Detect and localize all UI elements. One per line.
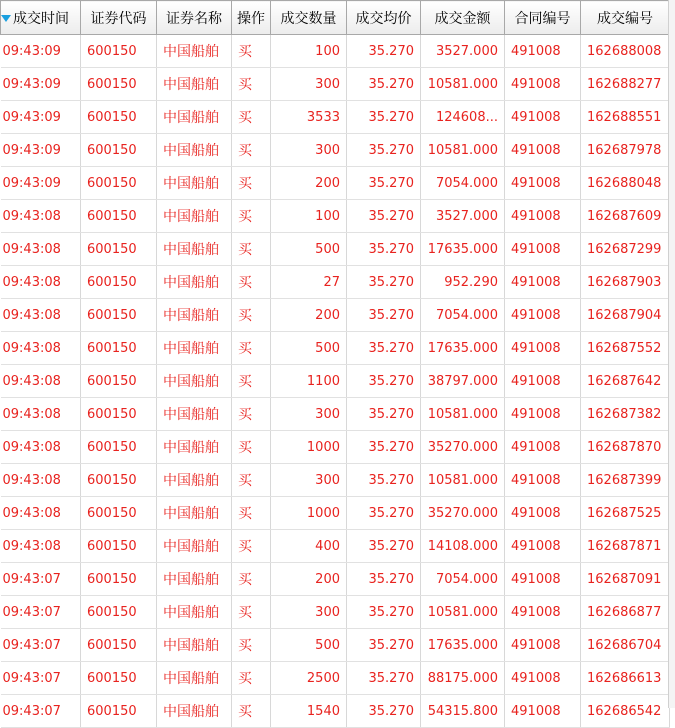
cell-avg-price: 35.270 [347,497,421,530]
cell-quantity: 200 [271,167,347,200]
cell-contract-no: 491008 [505,101,581,134]
cell-deal-no: 162687091 [581,563,670,596]
cell-deal-no: 162688048 [581,167,670,200]
cell-security-name: 中国船舶 [157,68,232,101]
cell-deal-no: 162687609 [581,200,670,233]
cell-security-code: 600150 [81,200,157,233]
cell-deal-no: 162688277 [581,68,670,101]
cell-operation: 买 [232,629,271,662]
table-row[interactable] [1,629,670,662]
cell-security-code: 600150 [81,563,157,596]
table-row[interactable] [1,662,670,695]
cell-contract-no: 491008 [505,200,581,233]
cell-trade-time: 09:43:07 [1,563,81,596]
cell-avg-price: 35.270 [347,68,421,101]
cell-contract-no: 491008 [505,299,581,332]
cell-operation: 买 [232,563,271,596]
cell-trade-time: 09:43:09 [1,101,81,134]
cell-security-name: 中国船舶 [157,530,232,563]
cell-operation: 买 [232,596,271,629]
cell-security-name: 中国船舶 [157,365,232,398]
table-row[interactable] [1,596,670,629]
cell-security-name: 中国船舶 [157,596,232,629]
cell-operation: 买 [232,299,271,332]
cell-security-name: 中国船舶 [157,35,232,68]
table-row[interactable] [1,398,670,431]
table-row[interactable] [1,266,670,299]
cell-quantity: 3533 [271,101,347,134]
cell-security-name: 中国船舶 [157,134,232,167]
cell-quantity: 300 [271,596,347,629]
cell-amount: 14108.000 [421,530,505,563]
cell-deal-no: 162686542 [581,695,670,728]
table-row[interactable] [1,200,670,233]
cell-quantity: 1100 [271,365,347,398]
cell-amount: 10581.000 [421,134,505,167]
cell-security-name: 中国船舶 [157,431,232,464]
cell-security-name: 中国船舶 [157,662,232,695]
cell-trade-time: 09:43:09 [1,134,81,167]
cell-contract-no: 491008 [505,398,581,431]
cell-operation: 买 [232,101,271,134]
cell-security-name: 中国船舶 [157,332,232,365]
cell-deal-no: 162687978 [581,134,670,167]
cell-quantity: 200 [271,563,347,596]
cell-quantity: 500 [271,233,347,266]
table-row[interactable] [1,167,670,200]
table-row[interactable] [1,464,670,497]
cell-quantity: 500 [271,629,347,662]
cell-contract-no: 491008 [505,365,581,398]
cell-operation: 买 [232,365,271,398]
cell-operation: 买 [232,530,271,563]
cell-quantity: 400 [271,530,347,563]
cell-contract-no: 491008 [505,530,581,563]
cell-quantity: 300 [271,134,347,167]
cell-security-code: 600150 [81,365,157,398]
cell-contract-no: 491008 [505,497,581,530]
cell-avg-price: 35.270 [347,200,421,233]
table-row[interactable] [1,497,670,530]
cell-security-name: 中国船舶 [157,101,232,134]
cell-security-name: 中国船舶 [157,563,232,596]
table-row[interactable] [1,530,670,563]
cell-contract-no: 491008 [505,233,581,266]
cell-avg-price: 35.270 [347,431,421,464]
column-header-security-name[interactable]: 证券名称 [157,1,232,35]
cell-avg-price: 35.270 [347,530,421,563]
cell-deal-no: 162686704 [581,629,670,662]
table-row[interactable] [1,365,670,398]
cell-amount: 10581.000 [421,464,505,497]
cell-quantity: 500 [271,332,347,365]
cell-avg-price: 35.270 [347,101,421,134]
cell-amount: 38797.000 [421,365,505,398]
cell-security-code: 600150 [81,332,157,365]
cell-trade-time: 09:43:07 [1,695,81,728]
cell-trade-time: 09:43:08 [1,233,81,266]
cell-deal-no: 162687871 [581,530,670,563]
cell-security-code: 600150 [81,35,157,68]
cell-quantity: 100 [271,35,347,68]
cell-security-name: 中国船舶 [157,266,232,299]
table-row[interactable] [1,35,670,68]
cell-security-code: 600150 [81,662,157,695]
cell-deal-no: 162687525 [581,497,670,530]
cell-security-code: 600150 [81,266,157,299]
cell-amount: 952.290 [421,266,505,299]
cell-security-code: 600150 [81,497,157,530]
cell-operation: 买 [232,167,271,200]
cell-quantity: 300 [271,464,347,497]
cell-deal-no: 162688551 [581,101,670,134]
cell-security-name: 中国船舶 [157,299,232,332]
cell-operation: 买 [232,68,271,101]
cell-avg-price: 35.270 [347,563,421,596]
table-row[interactable] [1,134,670,167]
cell-avg-price: 35.270 [347,266,421,299]
cell-avg-price: 35.270 [347,233,421,266]
cell-quantity: 300 [271,68,347,101]
cell-operation: 买 [232,464,271,497]
table-row[interactable] [1,431,670,464]
cell-avg-price: 35.270 [347,629,421,662]
table-row[interactable] [1,695,670,728]
cell-amount: 10581.000 [421,68,505,101]
cell-amount: 10581.000 [421,398,505,431]
cell-security-code: 600150 [81,629,157,662]
cell-security-name: 中国船舶 [157,629,232,662]
cell-operation: 买 [232,431,271,464]
column-header-avg-price[interactable]: 成交均价 [347,1,421,35]
table-row[interactable] [1,68,670,101]
cell-deal-no: 162687870 [581,431,670,464]
cell-trade-time: 09:43:07 [1,629,81,662]
cell-security-name: 中国船舶 [157,233,232,266]
cell-deal-no: 162687552 [581,332,670,365]
cell-contract-no: 491008 [505,134,581,167]
column-header-amount[interactable]: 成交金额 [421,1,505,35]
cell-operation: 买 [232,200,271,233]
cell-avg-price: 35.270 [347,662,421,695]
cell-deal-no: 162687299 [581,233,670,266]
cell-quantity: 100 [271,200,347,233]
cell-operation: 买 [232,35,271,68]
cell-security-code: 600150 [81,398,157,431]
column-header-trade-time[interactable]: 成交时间 [1,1,81,35]
cell-amount: 3527.000 [421,35,505,68]
cell-security-name: 中国船舶 [157,464,232,497]
cell-security-code: 600150 [81,101,157,134]
cell-trade-time: 09:43:09 [1,35,81,68]
cell-amount: 35270.000 [421,431,505,464]
cell-trade-time: 09:43:08 [1,464,81,497]
cell-amount: 124608... [421,101,505,134]
cell-security-code: 600150 [81,464,157,497]
cell-operation: 买 [232,398,271,431]
cell-trade-time: 09:43:07 [1,596,81,629]
cell-operation: 买 [232,662,271,695]
cell-amount: 3527.000 [421,200,505,233]
cell-amount: 7054.000 [421,563,505,596]
cell-security-name: 中国船舶 [157,200,232,233]
cell-trade-time: 09:43:08 [1,200,81,233]
table-row[interactable] [1,563,670,596]
column-header-operation[interactable]: 操作 [232,1,271,35]
cell-amount: 17635.000 [421,629,505,662]
cell-security-name: 中国船舶 [157,695,232,728]
cell-security-code: 600150 [81,68,157,101]
cell-avg-price: 35.270 [347,134,421,167]
cell-trade-time: 09:43:08 [1,365,81,398]
column-header-contract-no[interactable]: 合同编号 [505,1,581,35]
cell-trade-time: 09:43:08 [1,530,81,563]
cell-contract-no: 491008 [505,563,581,596]
cell-deal-no: 162686877 [581,596,670,629]
cell-amount: 7054.000 [421,167,505,200]
cell-avg-price: 35.270 [347,35,421,68]
cell-trade-time: 09:43:08 [1,398,81,431]
cell-security-code: 600150 [81,530,157,563]
cell-amount: 10581.000 [421,596,505,629]
cell-security-code: 600150 [81,134,157,167]
cell-quantity: 1000 [271,497,347,530]
cell-trade-time: 09:43:09 [1,167,81,200]
cell-security-name: 中国船舶 [157,497,232,530]
cell-avg-price: 35.270 [347,596,421,629]
cell-quantity: 1540 [271,695,347,728]
table-row[interactable] [1,101,670,134]
cell-deal-no: 162688008 [581,35,670,68]
cell-avg-price: 35.270 [347,398,421,431]
cell-security-name: 中国船舶 [157,167,232,200]
cell-avg-price: 35.270 [347,365,421,398]
cell-quantity: 200 [271,299,347,332]
cell-contract-no: 491008 [505,662,581,695]
cell-quantity: 2500 [271,662,347,695]
cell-avg-price: 35.270 [347,332,421,365]
cell-contract-no: 491008 [505,431,581,464]
cell-trade-time: 09:43:07 [1,662,81,695]
table-row[interactable] [1,233,670,266]
cell-amount: 7054.000 [421,299,505,332]
cell-contract-no: 491008 [505,596,581,629]
cell-contract-no: 491008 [505,266,581,299]
cell-security-code: 600150 [81,233,157,266]
cell-security-code: 600150 [81,167,157,200]
column-header-quantity[interactable]: 成交数量 [271,1,347,35]
cell-security-code: 600150 [81,431,157,464]
cell-avg-price: 35.270 [347,464,421,497]
column-header-deal-no[interactable]: 成交编号 [581,1,670,35]
header-row [1,1,670,35]
cell-deal-no: 162687382 [581,398,670,431]
cell-trade-time: 09:43:08 [1,266,81,299]
cell-trade-time: 09:43:08 [1,299,81,332]
cell-contract-no: 491008 [505,695,581,728]
column-header-security-code[interactable]: 证券代码 [81,1,157,35]
table-row[interactable] [1,299,670,332]
cell-quantity: 27 [271,266,347,299]
cell-trade-time: 09:43:08 [1,497,81,530]
cell-amount: 17635.000 [421,332,505,365]
cell-operation: 买 [232,332,271,365]
cell-operation: 买 [232,134,271,167]
cell-deal-no: 162687904 [581,299,670,332]
vertical-scrollbar-edge[interactable] [668,0,675,708]
cell-security-name: 中国船舶 [157,398,232,431]
table-row[interactable] [1,332,670,365]
cell-trade-time: 09:43:08 [1,332,81,365]
cell-amount: 35270.000 [421,497,505,530]
cell-contract-no: 491008 [505,629,581,662]
cell-contract-no: 491008 [505,68,581,101]
cell-contract-no: 491008 [505,332,581,365]
cell-avg-price: 35.270 [347,695,421,728]
cell-operation: 买 [232,233,271,266]
cell-trade-time: 09:43:09 [1,68,81,101]
cell-security-code: 600150 [81,596,157,629]
cell-avg-price: 35.270 [347,299,421,332]
cell-deal-no: 162687642 [581,365,670,398]
cell-contract-no: 491008 [505,464,581,497]
cell-contract-no: 491008 [505,167,581,200]
cell-trade-time: 09:43:08 [1,431,81,464]
sort-descending-icon [1,15,11,22]
cell-deal-no: 162687399 [581,464,670,497]
cell-quantity: 300 [271,398,347,431]
cell-amount: 54315.800 [421,695,505,728]
cell-avg-price: 35.270 [347,167,421,200]
cell-deal-no: 162687903 [581,266,670,299]
cell-operation: 买 [232,497,271,530]
cell-amount: 17635.000 [421,233,505,266]
cell-operation: 买 [232,266,271,299]
cell-security-code: 600150 [81,299,157,332]
cell-deal-no: 162686613 [581,662,670,695]
cell-amount: 88175.000 [421,662,505,695]
cell-quantity: 1000 [271,431,347,464]
cell-contract-no: 491008 [505,35,581,68]
cell-operation: 买 [232,695,271,728]
cell-security-code: 600150 [81,695,157,728]
